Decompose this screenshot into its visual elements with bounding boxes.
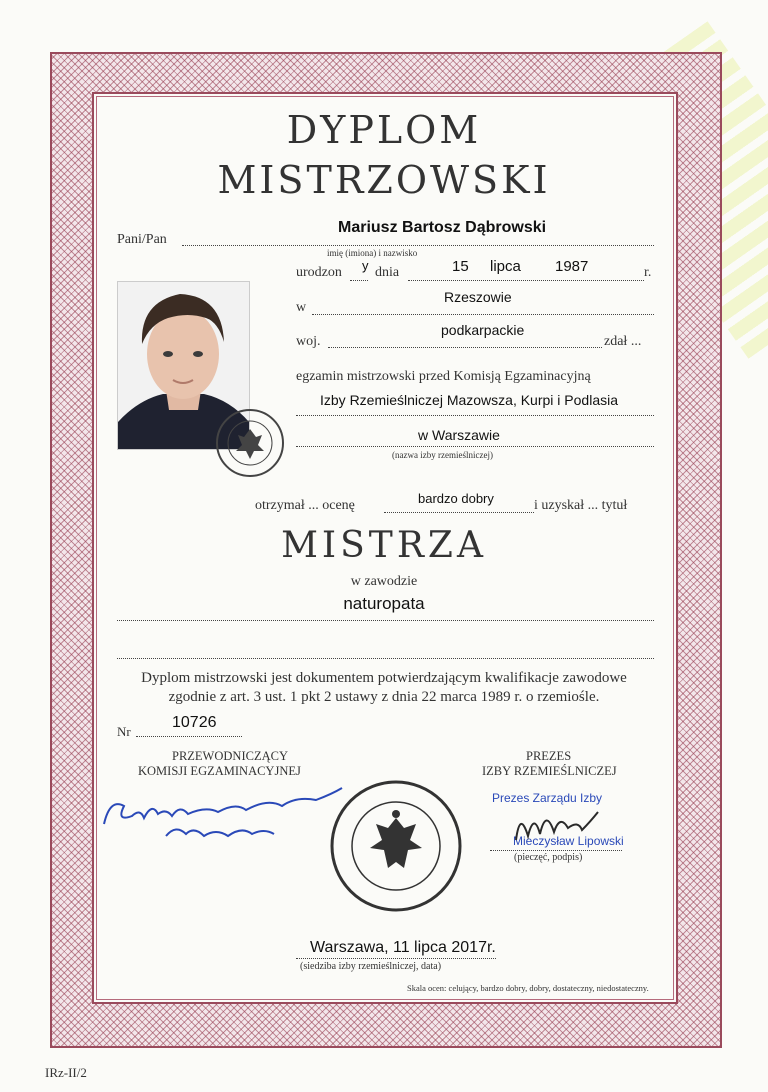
voivodeship-value: podkarpackie (441, 322, 525, 338)
urodzon-dots (350, 280, 368, 281)
place-date-value: Warszawa, 11 lipca 2017r. (310, 939, 496, 956)
left-sign-title-2: KOMISJI EGZAMINACYJNEJ (138, 764, 301, 778)
grading-scale-note: Skala ocen: celujący, bardzo dobry, dobry, dostateczny, niedostateczny. (407, 983, 649, 993)
profession-value: naturopata (343, 594, 425, 613)
left-sign-title-1: PRZEWODNICZĄCY (172, 749, 288, 763)
chamber-value: Izby Rzemieślniczej Mazowsza, Kurpi i Podlasia (320, 392, 618, 408)
birth-month: lipca (490, 258, 521, 275)
title-line-2: MISTRZOWSKI (217, 158, 551, 202)
uzyskal-label: i uzyskał ... tytuł (534, 498, 628, 513)
right-sign-title-2: IZBY RZEMIEŚLNICZEJ (482, 764, 617, 778)
form-code: IRz-II/2 (45, 1065, 87, 1080)
place-dotted-line (312, 314, 654, 315)
grade-dotted-line (384, 512, 534, 513)
name-caption: imię (imiona) i nazwisko (327, 248, 418, 258)
statement-line-2: zgodnie z art. 3 ust. 1 pkt 2 ustawy z dnia 22 marca 1989 r. o rzemiośle. (168, 689, 600, 705)
zdal-label: zdał ... (604, 334, 642, 349)
right-caption: (pieczęć, podpis) (514, 852, 583, 863)
title-line-1: DYPLOM (286, 108, 482, 152)
urodzon-suffix: y (362, 258, 369, 273)
profession-dotted-line (117, 620, 654, 621)
date-dotted-line (408, 280, 644, 281)
president-stamp-line-1: Prezes Zarządu Izby (492, 791, 603, 805)
birth-day: 15 (452, 258, 469, 275)
woj-label: woj. (296, 334, 321, 349)
urodzon-label: urodzon (296, 265, 342, 280)
year-suffix: r. (644, 265, 652, 280)
chairman-signature (96, 778, 346, 858)
city-value: w Warszawie (418, 427, 500, 443)
nr-dotted-line (136, 736, 242, 737)
dnia-label: dnia (375, 265, 400, 280)
w-label: w (296, 300, 307, 315)
name-dotted-line (182, 245, 654, 246)
pani-pan-label: Pani/Pan (117, 232, 167, 247)
statement-line-1: Dyplom mistrzowski jest dokumentem potwierdzającym kwalifikacje zawodowe (141, 670, 627, 686)
birth-year: 1987 (555, 258, 589, 275)
name-value: Mariusz Bartosz Dąbrowski (338, 219, 547, 236)
profession-dotted-line-2 (117, 658, 654, 659)
president-dotted-line (490, 850, 622, 851)
chamber-dotted-line (296, 415, 654, 416)
photo-seal-stamp (214, 407, 286, 479)
nr-value: 10726 (172, 714, 217, 731)
right-sign-title-1: PREZES (526, 749, 572, 763)
w-zawodzie: w zawodzie (350, 574, 418, 589)
voivodeship-dotted-line (328, 347, 602, 348)
president-stamp-line-2: Mieczysław Lipowski (513, 834, 624, 848)
place-date-dotted-line (296, 958, 496, 959)
chamber-caption: (nazwa izby rzemieślniczej) (392, 450, 493, 460)
president-signature (508, 800, 608, 852)
chamber-official-seal (328, 778, 464, 914)
place-date-caption: (siedziba izby rzemieślniczej, data) (300, 961, 442, 972)
otrzymal-label: otrzymał ... ocenę (255, 498, 355, 513)
birth-place: Rzeszowie (444, 289, 512, 305)
grade-value: bardzo dobry (418, 491, 494, 506)
nr-label: Nr (117, 724, 131, 739)
city-dotted-line (296, 446, 654, 447)
mistrza-title: MISTRZA (281, 525, 487, 566)
exam-text: egzamin mistrzowski przed Komisją Egzaminacyjną (296, 369, 591, 384)
